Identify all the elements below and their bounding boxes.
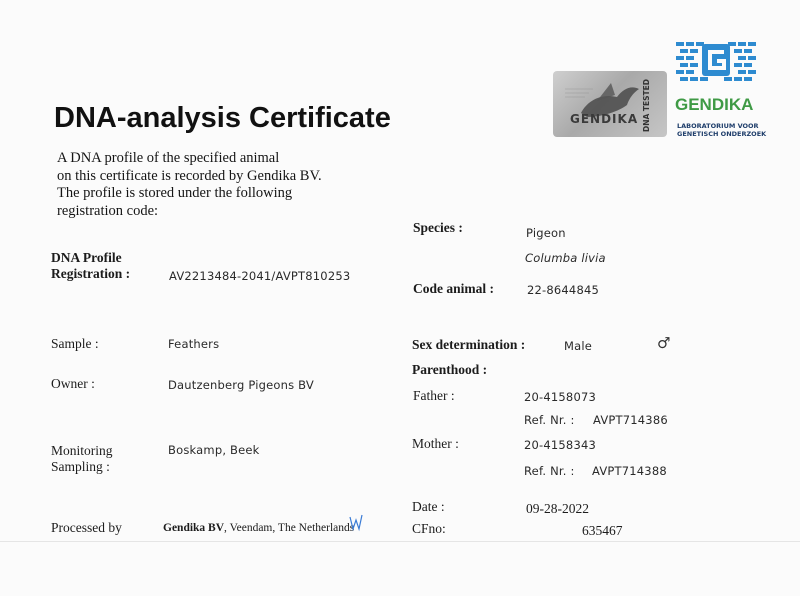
species-latin-name: Columba livia [525, 251, 606, 265]
father-code: 20-4158073 [524, 390, 596, 404]
intro-text [57, 150, 377, 220]
signature-mark [349, 514, 363, 532]
owner-label: Owner : [51, 376, 95, 391]
processed-by-value [163, 522, 354, 534]
mother-code: 20-4158343 [524, 438, 596, 452]
intro-line: registration code: [57, 202, 159, 219]
processed-company: Gendika BV [163, 522, 225, 534]
logo-subtitle-line: LABORATORIUM VOOR [677, 122, 759, 130]
cfno-label: CFno: [412, 521, 446, 536]
sample-label: Sample : [51, 336, 99, 351]
sex-determination-label: Sex determination : [412, 337, 526, 352]
species-label: Species : [413, 220, 463, 235]
processed-by-label: Processed by [51, 520, 122, 535]
registration-label: Registration : [51, 266, 131, 281]
sampling-label: Sampling : [51, 459, 110, 474]
sample-value: Feathers [168, 337, 220, 351]
certificate-title: DNA-analysis Certificate [54, 102, 391, 134]
intro-line: on this certificate is recorded by Gendika BV. [57, 167, 322, 184]
mother-ref-value: AVPT714388 [592, 464, 667, 478]
stamp-text: GENDIKA [570, 112, 639, 126]
monitoring-label: Monitoring [51, 443, 113, 458]
stamp-side-text: DNA TESTED [642, 78, 651, 132]
gendika-logo-icon [676, 40, 756, 92]
monitoring-value: Boskamp, Beek [168, 443, 260, 457]
date-value: 09-28-2022 [526, 501, 589, 516]
mother-ref-label: Ref. Nr. : [524, 464, 575, 478]
father-ref-label: Ref. Nr. : [524, 413, 575, 427]
code-animal-label: Code animal : [413, 281, 494, 296]
parenthood-label: Parenthood : [412, 362, 488, 377]
owner-value: Dautzenberg Pigeons BV [168, 378, 314, 392]
logo-name: GENDIKA [675, 95, 754, 114]
logo-subtitle [677, 122, 766, 138]
registration-code: AV2213484-2041/AVPT810253 [169, 269, 351, 283]
father-ref-value: AVPT714386 [593, 413, 668, 427]
processed-location: , Veendam, The Netherlands [224, 522, 355, 534]
date-label: Date : [412, 499, 445, 514]
cfno-value: 635467 [582, 523, 623, 538]
code-animal-value: 22-8644845 [527, 283, 599, 297]
intro-line: The profile is stored under the following [57, 185, 293, 201]
dna-profile-label: DNA Profile [51, 250, 122, 265]
species-common-name: Pigeon [526, 226, 566, 240]
mother-label: Mother : [412, 436, 459, 451]
logo-subtitle-line: GENETISCH ONDERZOEK [677, 130, 767, 138]
intro-line: A DNA profile of the specified animal [57, 150, 280, 166]
sex-value: Male [564, 339, 593, 353]
male-symbol-icon: ♂ [657, 334, 671, 352]
page-bottom-divider [0, 541, 800, 542]
father-label: Father : [413, 388, 455, 403]
